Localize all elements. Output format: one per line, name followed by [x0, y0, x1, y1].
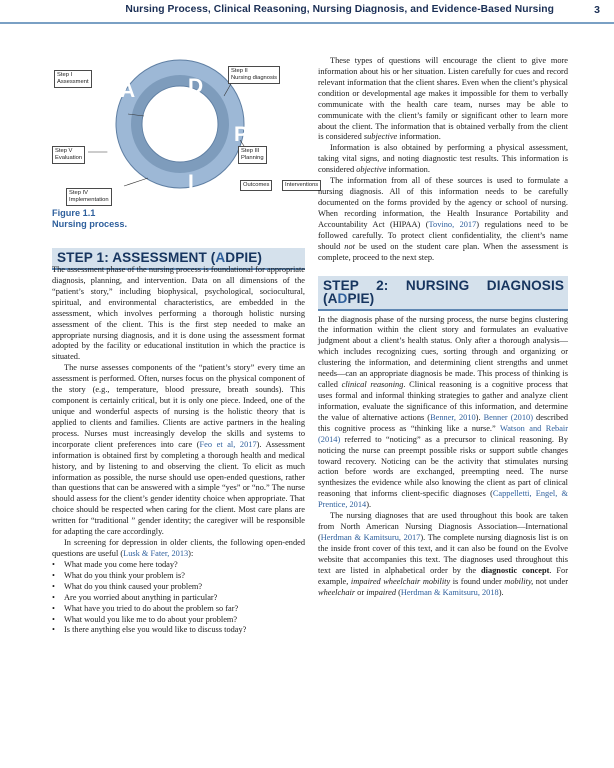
citation-link[interactable]: Feo et al, 2017: [199, 439, 257, 449]
right-paragraph-3: The information from all of these sources is used to formulate a nursing diagnosis. All of this information needs to be carefully documented on the forms provided by the agency or school of nursing. When recording information, the Health Insurance Portability and Accountability Act (HIPAA) (Tovino, 2017) regulations need to be followed carefully. To protect client confidentiality, the client’s name should not be used on the student care plan. When the assessment is complete, proceed to the next step.: [318, 176, 568, 262]
citation-link[interactable]: Herdman & Kamitsuru, 2018: [400, 587, 499, 597]
label-interventions: Interventions: [282, 180, 321, 191]
list-item: • What made you come here today?: [52, 560, 305, 571]
list-item: • What have you tried to do about the problem so far?: [52, 604, 305, 615]
running-header-title: Nursing Process, Clinical Reasoning, Nursing Diagnosis, and Evidence-Based Nursing: [125, 4, 554, 15]
step1-paragraph-1: The assessment phase of the nursing process is foundational for appropriate diagnosis, planning, and intervention. Data on all dimensions of the “patient’s story,” including biophysical, psychological, sociocultural, spiritual, and environmental characteristics, are embedded in the assessment, which involves performing a thorough holistic nursing assessment of the client. This is the first step needed to make an appropriate nursing diagnosis, and it is done using the assessment format adopted by the facility or educational institution in which the practice is situated.: [52, 265, 305, 362]
citation-link[interactable]: Benner, 2010: [430, 412, 476, 422]
step1-heading-letter: A: [215, 250, 226, 265]
nursing-process-diagram: [52, 56, 319, 208]
list-item: • What do you think your problem is?: [52, 571, 305, 582]
step2-heading: STEP 2: NURSING DIAGNOSIS (ADPIE): [318, 276, 568, 311]
step1-paragraph-3: In screening for depression in older clients, the following open-ended questions are useful (Lusk & Fater, 2013):: [52, 538, 305, 558]
step2-paragraph-1: In the diagnosis phase of the nursing process, the nurse begins clustering the information within the client story and formulates an evaluative judgment about a client’s health status. Only after a thorough analysis—which includes recognizing cues, sorting through and organizing or clustering the information, and determining client strengths and unmet needs—can an appropriate diagnosis be made. This process of thinking is called clinical reasoning. Clinical reasoning is a cognitive process that uses formal and informal thinking strategies to gather and analyze client information, evaluate the significance of this information, and determine the value of alternative actions (Benner, 2010). Benner (2010) described this cognitive process as “thinking like a nurse.” Watson and Rebair (2014) referred to “noticing” as a precursor to clinical reasoning. By noticing the nurse can preempt possible risks or support subtle changes toward recovery. Noticing can be the activity that stimulates nursing action before words are exchanged, preempting need. The nurse synthesizes the evidence while also knowing the client as part of clinical reasoning that informs client-specific diagnoses (Cappelletti, Engel, & Prentice, 2014).: [318, 314, 569, 510]
citation-link[interactable]: Watson and Rebair (2014): [318, 423, 568, 444]
figure-caption: [52, 208, 172, 230]
letter-a: A: [120, 79, 136, 102]
right-paragraph-1: These types of questions will encourage the client to give more information about his or her situation. Listen carefully for cues and record relevant information that the client shares. Even when the client’s physical condition or developmental age makes it impossible for them to verbally communicate with the health care team, nurses may be able to communicate with the client’s family or significant other to learn more about the client. The information that is obtained verbally from the client is considered subjective information.: [318, 56, 568, 142]
letter-e: E: [106, 141, 121, 164]
step2-heading-letter: D: [337, 291, 348, 307]
running-header: [0, 0, 614, 24]
citation-link[interactable]: Lusk & Fater, 2013: [123, 548, 189, 558]
figure-caption-label: Figure 1.1: [52, 208, 96, 218]
page-number: 3: [594, 4, 600, 16]
step2-paragraph-2: The nursing diagnoses that are used throughout this book are taken from North American Nursing Diagnosis Association—International (Herdman & Kamitsuru, 2017). The complete nursing diagnosis list is on the inside front cover of this text, and it can also be found on the Evolve website that accompanies this text. The diagnoses used throughout this text are listed in alphabetical order by the diagnostic concept. For example, impaired wheelchair mobility is found under mobility, not under wheelchair or impaired (Herdman & Kamitsuru, 2018).: [318, 511, 569, 597]
leader-step4: [124, 178, 148, 186]
citation-link[interactable]: Benner (2010): [483, 412, 533, 422]
list-item: • What do you think caused your problem?: [52, 582, 305, 593]
label-step1-assessment: Step I Assessment: [54, 70, 92, 88]
list-item: • What would you like me to do about your problem?: [52, 615, 305, 626]
step1-paragraph-2: The nurse assesses components of the “patient’s story” every time an assessment is performed. Often, nurses focus on the physical component of the story (e.g., temperature, blood pressure, breath sounds). This component is certainly critical, but it is only one piece. Indeed, one of the unique and wonderful aspects of nursing is the holistic theory that is applied to clients and families. Clients are active partners in the healing process. Nurses must increasingly develop the skills and systems to incorporate client preferences into care (Feo et al, 2017). Assessment information is obtained first by completing a thorough health and medical history, and by listening to and observing the client. To elicit as much information as possible, the nurse should use open-ended questions, rather than questions that can be answered with a simple “yes” or “no.” The nurse should assess for the client’s gender identity choice when appropriate. That choice should be respected when caring for the client. Most care plans are written for “traditional ” gender identity; the caregiver will be responsible for adapting the care accordingly.: [52, 363, 306, 537]
citation-link[interactable]: Herdman & Kamitsuru, 2017: [320, 532, 421, 542]
open-ended-questions-list: [52, 560, 305, 636]
figure-caption-text: Nursing process.: [52, 219, 128, 229]
label-step2-nursing-diagnosis: Step II Nursing diagnosis: [228, 66, 280, 84]
step1-heading: STEP 1: ASSESSMENT (ADPIE): [52, 248, 305, 270]
letter-d: D: [188, 75, 204, 98]
label-outcomes: Outcomes: [240, 180, 272, 191]
letter-i: I: [188, 171, 194, 194]
citation-link[interactable]: Tovino, 2017: [428, 219, 477, 229]
label-step5-evaluation: Step V Evaluation: [52, 146, 85, 164]
left-column: [52, 265, 305, 636]
list-item: • Are you worried about anything in particular?: [52, 593, 305, 604]
list-item: • Is there anything else you would like to discuss today?: [52, 625, 305, 636]
letter-p: P: [234, 123, 249, 146]
right-paragraph-2: Information is also obtained by performing a physical assessment, taking vital signs, and noting diagnostic test results. This information is considered objective information.: [318, 143, 568, 175]
label-step4-implementation: Step IV Implementation: [66, 188, 112, 206]
right-column: [318, 56, 568, 598]
citation-link[interactable]: Cappelletti, Engel, & Prentice, 2014: [318, 489, 568, 510]
ring-center: [142, 86, 218, 162]
label-step3-planning: Step III Planning: [238, 146, 267, 164]
